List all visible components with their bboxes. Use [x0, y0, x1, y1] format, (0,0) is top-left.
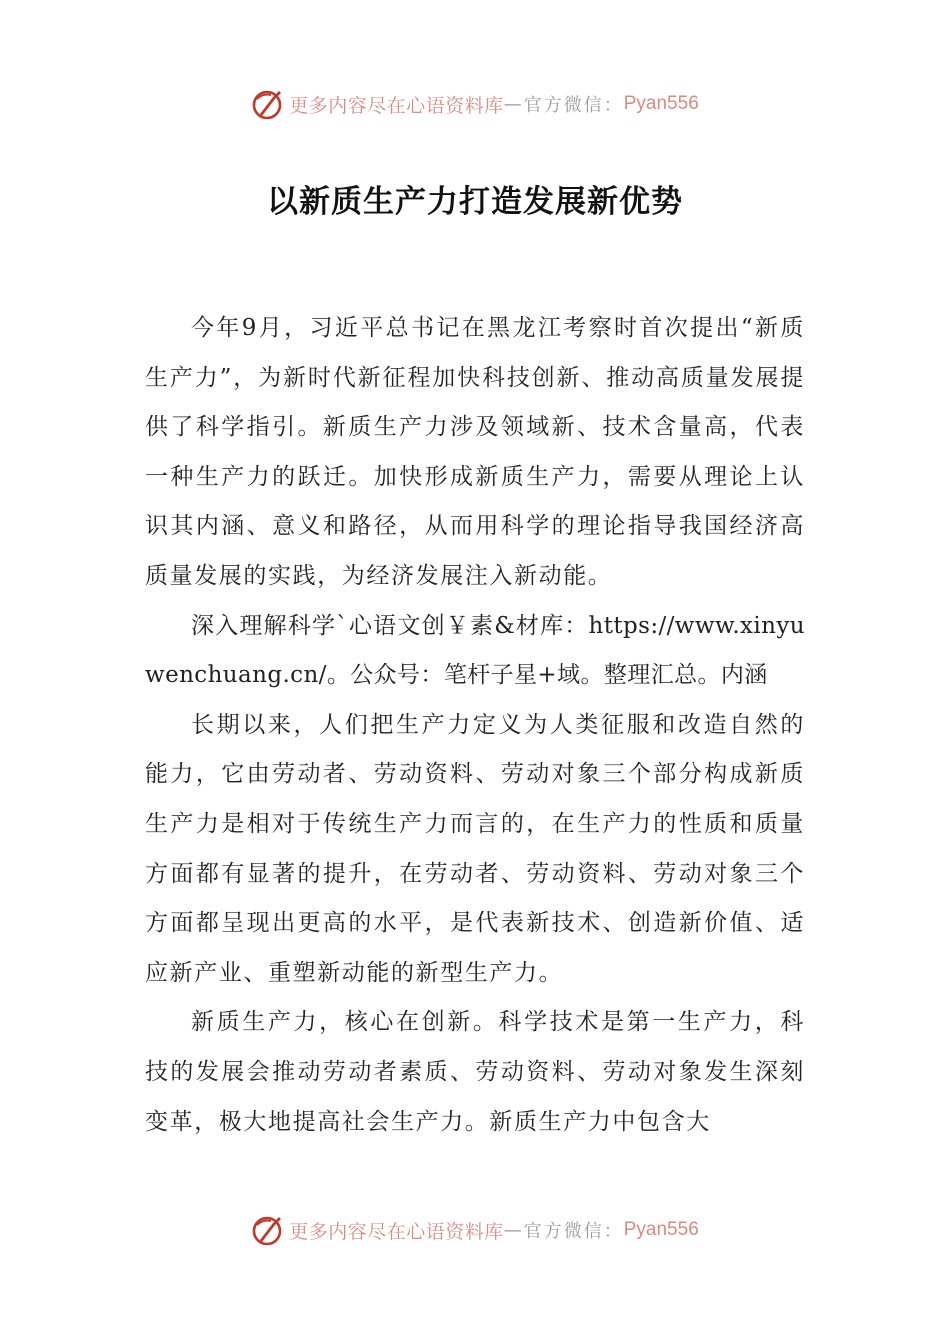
footer-dash: — — [503, 1219, 524, 1241]
paragraph-3: 长期以来，人们把生产力定义为人类征服和改造自然的能力，它由劳动者、劳动资料、劳动对象三个部分构成新质生产力是相对于传统生产力而言的，在生产力的性质和质量方面都有显著的提升，在劳动者、劳动资料、劳动对象三个方面都呈现出更高的水平，是代表新技术、创造新价值、适应新产业、重塑新动能的新型生产力。 — [145, 711, 805, 986]
paragraph-4: 新质生产力，核心在创新。科学技术是第一生产力，科技的发展会推动劳动者素质、劳动资料、劳动对象发生深刻变革，极大地提高社会生产力。新质生产力中包含大 — [145, 1009, 805, 1135]
footer-contact-label: 官方微信： — [523, 1221, 624, 1242]
footer-brand-text: 更多内容尽在心语资料库 — [289, 1220, 504, 1243]
pen-nib-logo-icon — [251, 87, 285, 121]
document-title: 以新质生产力打造发展新优势 — [267, 184, 683, 220]
header-banner — [0, 84, 950, 124]
header-contact-label: 官方微信： — [523, 95, 624, 116]
pen-nib-logo-icon — [251, 1213, 285, 1247]
paragraph-1: 今年9月，习近平总书记在黑龙江考察时首次提出“新质生产力”，为新时代新征程加快科技创新、推动高质量发展提供了科学指引。新质生产力涉及领域新、技术含量高，代表一种生产力的跃迁。加快形成新质生产力，需要从理论上认识其内涵、意义和路径，从而用科学的理论指导我国经济高质量发展的实践，为经济发展注入新动能。 — [145, 315, 805, 589]
footer-banner — [0, 1210, 950, 1250]
document-body — [145, 304, 805, 1147]
header-brand-text: 更多内容尽在心语资料库 — [289, 94, 504, 117]
header-contact-id: Pyan556 — [623, 93, 699, 114]
paragraph-2: 深入理解科学`心语文创￥素&材库：https://www.xinyuwenchuang.cn/。公众号：笔杆子星+域。整理汇总。内涵 — [145, 612, 805, 689]
footer-contact-id: Pyan556 — [623, 1219, 699, 1240]
header-dash: — — [503, 93, 524, 115]
